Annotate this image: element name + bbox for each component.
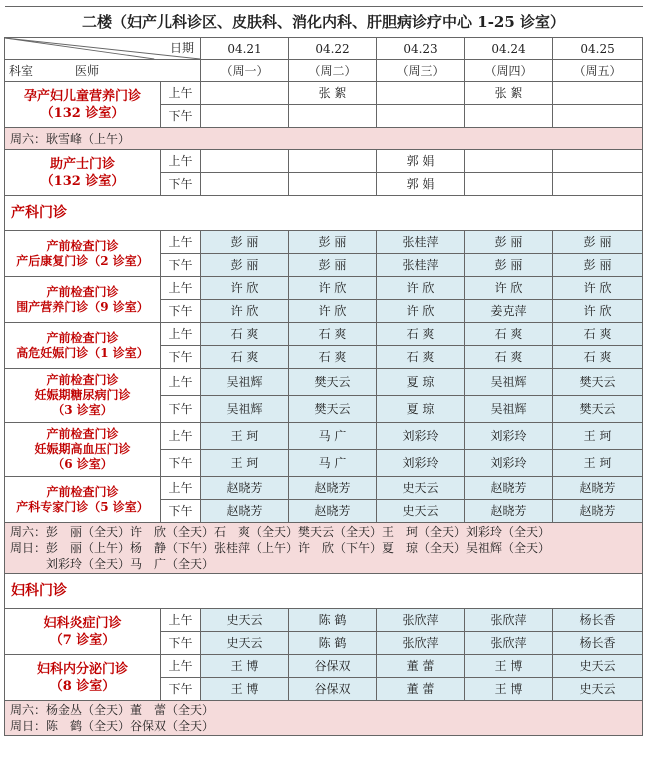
doctor-cell: [289, 150, 377, 173]
doctor-cell: [465, 105, 553, 128]
note-line: 周六：耿雪峰（上午）: [10, 131, 131, 146]
doctor-cell: [465, 173, 553, 196]
doctor-cell: 石 爽: [553, 323, 643, 346]
doctor-cell: [289, 173, 377, 196]
doctor-cell: 郭 娟: [377, 173, 465, 196]
clinic-row-am: [5, 323, 643, 346]
note-row: [5, 701, 643, 736]
doctor-cell: [201, 150, 289, 173]
note-line: 周六：杨金丛（全天）董 蕾（全天）: [10, 703, 215, 717]
clinic-name: [5, 477, 161, 523]
header-date-row: [5, 38, 643, 60]
period-am: 上午: [161, 609, 201, 632]
clinic-name-line: 产科专家门诊（5 诊室）: [16, 499, 149, 514]
doctor-cell: 王 博: [201, 655, 289, 678]
period-am: 上午: [161, 423, 201, 450]
doctor-cell: 许 欣: [289, 277, 377, 300]
period-am: 上午: [161, 82, 201, 105]
doctor-cell: 董 蕾: [377, 655, 465, 678]
doctor-cell: 彭 丽: [201, 231, 289, 254]
doctor-cell: 王 珂: [553, 423, 643, 450]
doctor-cell: [553, 105, 643, 128]
note-row: [5, 128, 643, 150]
doctor-cell: 张 絮: [465, 82, 553, 105]
doctor-cell: 许 欣: [201, 300, 289, 323]
clinic-row-am: [5, 655, 643, 678]
note-line: 刘彩玲（全天）马 广（全天）: [10, 557, 215, 571]
doctor-cell: 王 博: [201, 678, 289, 701]
doctor-cell: 王 珂: [553, 450, 643, 477]
doctor-cell: 夏 琼: [377, 369, 465, 396]
doctor-cell: 张欣萍: [377, 632, 465, 655]
period-am: 上午: [161, 150, 201, 173]
date-cell: 04.23: [377, 38, 465, 60]
doctor-cell: 石 爽: [465, 346, 553, 369]
clinic-name-line: （8 诊室）: [49, 678, 116, 694]
doctor-cell: [553, 173, 643, 196]
doctor-cell: 石 爽: [377, 346, 465, 369]
doctor-cell: 谷保双: [289, 655, 377, 678]
date-cell: 04.25: [553, 38, 643, 60]
doctor-cell: 赵晓芳: [553, 500, 643, 523]
clinic-row-am: [5, 609, 643, 632]
doctor-cell: 刘彩玲: [377, 450, 465, 477]
clinic-name: [5, 423, 161, 477]
period-am: 上午: [161, 369, 201, 396]
doctor-cell: 史天云: [377, 500, 465, 523]
clinic-name-line: 妊娠期高血压门诊: [34, 442, 131, 456]
period-am: 上午: [161, 277, 201, 300]
doctor-cell: 吴祖辉: [201, 396, 289, 423]
doctor-cell: 彭 丽: [553, 231, 643, 254]
doctor-cell: 赵晓芳: [289, 500, 377, 523]
clinic-name: [5, 150, 161, 196]
doctor-cell: 杨长香: [553, 632, 643, 655]
doctor-cell: 许 欣: [465, 277, 553, 300]
doctor-cell: 吴祖辉: [465, 369, 553, 396]
doctor-cell: 赵晓芳: [465, 477, 553, 500]
doctor-cell: [465, 150, 553, 173]
section-title: 妇科门诊: [5, 574, 643, 609]
doctor-cell: 石 爽: [201, 323, 289, 346]
clinic-name: [5, 277, 161, 323]
doctor-cell: [553, 150, 643, 173]
weekday-cell: （周二）: [289, 60, 377, 82]
doctor-cell: 石 爽: [465, 323, 553, 346]
clinic-name-line: 产前检查门诊: [46, 484, 119, 499]
period-pm: 下午: [161, 450, 201, 477]
doctor-cell: 史天云: [201, 632, 289, 655]
clinic-name-line: 产前检查门诊: [46, 284, 119, 299]
doctor-cell: [553, 82, 643, 105]
clinic-name-line: （132 诊室）: [40, 105, 125, 121]
doctor-cell: 史天云: [201, 609, 289, 632]
doctor-cell: 许 欣: [289, 300, 377, 323]
clinic-name-line: 产前检查门诊: [46, 330, 119, 345]
clinic-name-line: （3 诊室）: [52, 403, 113, 417]
doctor-cell: 张欣萍: [465, 609, 553, 632]
weekday-cell: （周五）: [553, 60, 643, 82]
clinic-row-am: [5, 369, 643, 396]
doctor-cell: 樊天云: [553, 369, 643, 396]
header-week-row: [5, 60, 643, 82]
doctor-cell: 史天云: [377, 477, 465, 500]
period-pm: 下午: [161, 632, 201, 655]
dept-doctor-header: [5, 60, 201, 82]
weekday-cell: （周一）: [201, 60, 289, 82]
clinic-name-line: 妊娠期糖尿病门诊: [34, 388, 131, 402]
clinic-name: [5, 82, 161, 128]
diagonal-header: [5, 38, 201, 60]
doctor-cell: 马 广: [289, 423, 377, 450]
clinic-name-line: 产前检查门诊: [46, 427, 119, 441]
doctor-cell: 杨长香: [553, 609, 643, 632]
doctor-cell: [201, 82, 289, 105]
clinic-row-am: [5, 231, 643, 254]
date-label: 日期: [169, 41, 194, 55]
section-title: 产科门诊: [5, 196, 643, 231]
doctor-cell: 彭 丽: [465, 231, 553, 254]
doctor-cell: 张欣萍: [377, 609, 465, 632]
doctor-cell: 石 爽: [553, 346, 643, 369]
clinic-name-line: （132 诊室）: [40, 173, 125, 189]
doctor-cell: 赵晓芳: [289, 477, 377, 500]
doctor-cell: [201, 105, 289, 128]
date-cell: 04.22: [289, 38, 377, 60]
doctor-cell: 赵晓芳: [465, 500, 553, 523]
period-pm: 下午: [161, 254, 201, 277]
period-pm: 下午: [161, 396, 201, 423]
doctor-cell: 王 博: [465, 655, 553, 678]
doctor-cell: 王 珂: [201, 423, 289, 450]
clinic-name-line: （6 诊室）: [52, 457, 113, 471]
title-row: [5, 7, 643, 38]
doctor-label: 医师: [75, 63, 100, 78]
doctor-cell: 王 珂: [201, 450, 289, 477]
doctor-cell: 吴祖辉: [465, 396, 553, 423]
date-cell: 04.24: [465, 38, 553, 60]
doctor-cell: 石 爽: [201, 346, 289, 369]
doctor-cell: [377, 105, 465, 128]
dept-label: 科室: [9, 63, 34, 78]
period-am: 上午: [161, 477, 201, 500]
clinic-name: [5, 369, 161, 423]
weekday-cell: （周三）: [377, 60, 465, 82]
period-pm: 下午: [161, 346, 201, 369]
note-text: [5, 523, 643, 574]
doctor-cell: 马 广: [289, 450, 377, 477]
doctor-cell: 许 欣: [201, 277, 289, 300]
note-line: 周六：彭 丽（全天）许 欣（全天）石 爽（全天）樊天云（全天）王 珂（全天）刘彩玲（全天）: [10, 525, 551, 539]
doctor-cell: 张欣萍: [465, 632, 553, 655]
doctor-cell: 彭 丽: [289, 254, 377, 277]
doctor-cell: [289, 105, 377, 128]
doctor-cell: 刘彩玲: [377, 423, 465, 450]
doctor-cell: 史天云: [553, 655, 643, 678]
doctor-cell: 彭 丽: [465, 254, 553, 277]
doctor-cell: [377, 82, 465, 105]
clinic-row-am: [5, 477, 643, 500]
doctor-cell: 张桂萍: [377, 231, 465, 254]
doctor-cell: 赵晓芳: [201, 500, 289, 523]
doctor-cell: 樊天云: [289, 396, 377, 423]
period-am: 上午: [161, 231, 201, 254]
clinic-row-am: [5, 277, 643, 300]
doctor-cell: 吴祖辉: [201, 369, 289, 396]
doctor-cell: 樊天云: [289, 369, 377, 396]
clinic-name: [5, 655, 161, 701]
doctor-cell: 刘彩玲: [465, 423, 553, 450]
clinic-name-line: 产前检查门诊: [46, 373, 119, 387]
doctor-cell: 谷保双: [289, 678, 377, 701]
clinic-name-line: 产后康复门诊（2 诊室）: [16, 253, 149, 268]
doctor-cell: 赵晓芳: [201, 477, 289, 500]
schedule-table: [4, 6, 643, 736]
clinic-name-line: 妇科内分泌门诊: [36, 661, 128, 677]
doctor-cell: 许 欣: [553, 277, 643, 300]
doctor-cell: 陈 鹤: [289, 632, 377, 655]
clinic-name: [5, 609, 161, 655]
period-pm: 下午: [161, 105, 201, 128]
doctor-cell: 石 爽: [289, 346, 377, 369]
period-pm: 下午: [161, 678, 201, 701]
weekday-cell: （周四）: [465, 60, 553, 82]
clinic-name-line: 助产士门诊: [49, 156, 115, 172]
section-row: [5, 196, 643, 231]
note-line: 周日：陈 鹤（全天）谷保双（全天）: [10, 719, 215, 733]
period-am: 上午: [161, 323, 201, 346]
doctor-cell: 赵晓芳: [553, 477, 643, 500]
page-title: 二楼（妇产儿科诊区、皮肤科、消化内科、肝胆病诊疗中心 1-25 诊室）: [5, 7, 643, 38]
clinic-name-line: （7 诊室）: [49, 632, 116, 648]
doctor-cell: 石 爽: [289, 323, 377, 346]
doctor-cell: 彭 丽: [289, 231, 377, 254]
clinic-name-line: 妇科炎症门诊: [43, 615, 122, 631]
doctor-cell: 许 欣: [553, 300, 643, 323]
period-pm: 下午: [161, 300, 201, 323]
doctor-cell: 张桂萍: [377, 254, 465, 277]
doctor-cell: 史天云: [553, 678, 643, 701]
section-row: [5, 574, 643, 609]
doctor-cell: 夏 琼: [377, 396, 465, 423]
doctor-cell: 樊天云: [553, 396, 643, 423]
doctor-cell: 姜克萍: [465, 300, 553, 323]
doctor-cell: 许 欣: [377, 300, 465, 323]
note-text: [5, 128, 643, 150]
clinic-row-am: [5, 150, 643, 173]
doctor-cell: 王 博: [465, 678, 553, 701]
doctor-cell: 石 爽: [377, 323, 465, 346]
clinic-name-line: 围产营养门诊（9 诊室）: [16, 299, 149, 314]
period-pm: 下午: [161, 173, 201, 196]
doctor-cell: 彭 丽: [201, 254, 289, 277]
period-pm: 下午: [161, 500, 201, 523]
doctor-cell: [201, 173, 289, 196]
doctor-cell: 刘彩玲: [465, 450, 553, 477]
note-line: 周日：彭 丽（上午）杨 静（下午）张桂萍（上午）许 欣（下午）夏 琼（全天）吴祖辉（全天）: [10, 541, 551, 555]
clinic-name-line: 高危妊娠门诊（1 诊室）: [16, 345, 149, 360]
note-text: [5, 701, 643, 736]
clinic-name-line: 孕产妇儿童营养门诊: [23, 88, 141, 104]
date-cell: 04.21: [201, 38, 289, 60]
clinic-name: [5, 323, 161, 369]
doctor-cell: 郭 娟: [377, 150, 465, 173]
period-am: 上午: [161, 655, 201, 678]
clinic-row-am: [5, 82, 643, 105]
note-row: [5, 523, 643, 574]
clinic-name-line: 产前检查门诊: [46, 238, 119, 253]
clinic-name: [5, 231, 161, 277]
doctor-cell: 陈 鹤: [289, 609, 377, 632]
doctor-cell: 彭 丽: [553, 254, 643, 277]
doctor-cell: 许 欣: [377, 277, 465, 300]
doctor-cell: 张 絮: [289, 82, 377, 105]
clinic-row-am: [5, 423, 643, 450]
doctor-cell: 董 蕾: [377, 678, 465, 701]
